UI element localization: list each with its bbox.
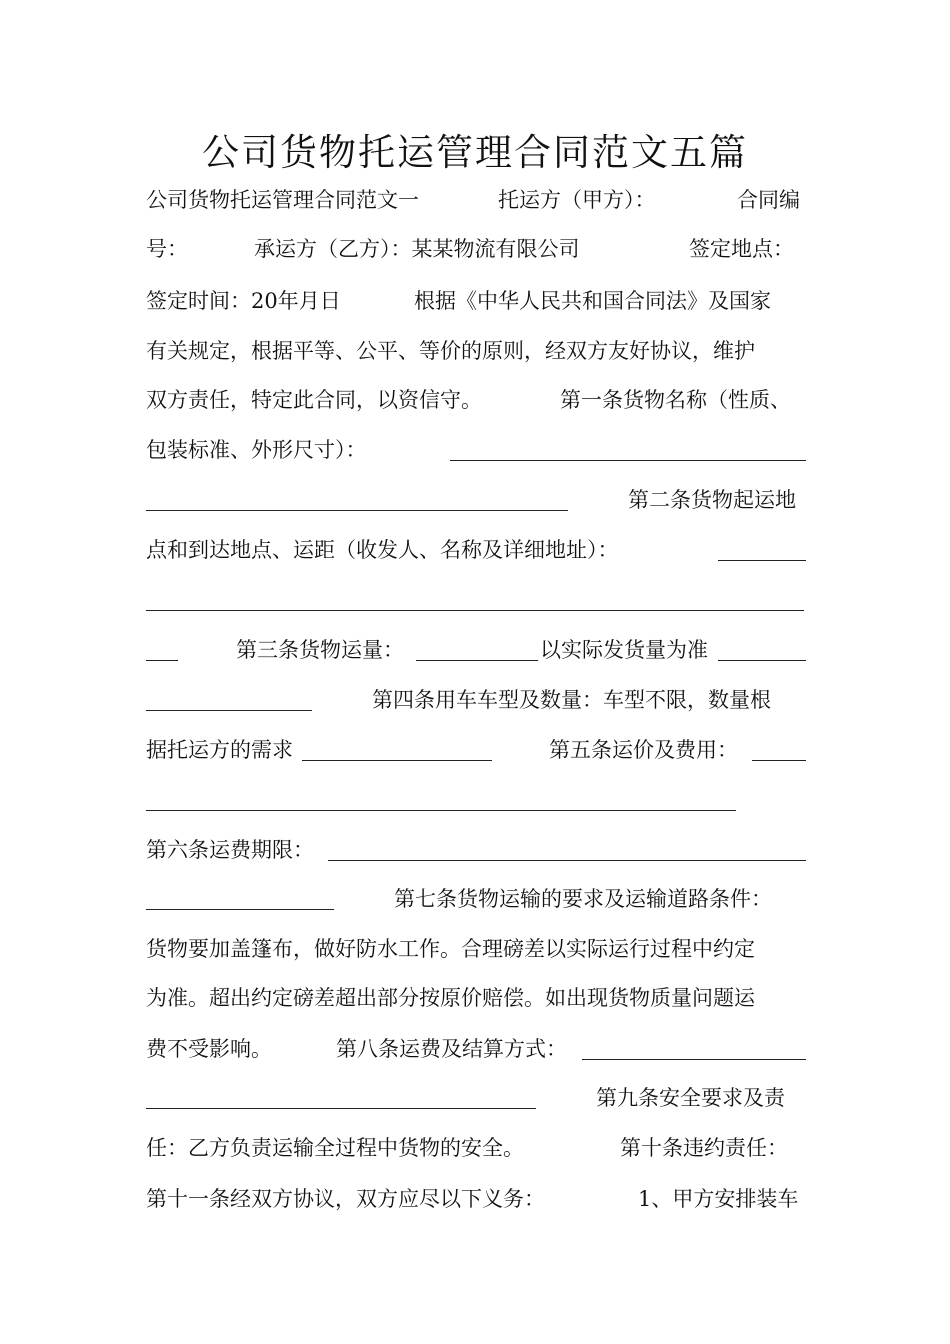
- text-segment: 第十条违约责任：: [620, 1136, 788, 1160]
- text-line-13: [146, 782, 806, 818]
- text-line-15: [146, 881, 806, 917]
- text-line-21: [146, 1181, 806, 1217]
- text-segment: 第五条运价及费用：: [549, 738, 738, 762]
- text-segment: 号：: [146, 237, 188, 261]
- text-line-20: [146, 1130, 806, 1166]
- text-line-11: [146, 682, 806, 718]
- text-segment: 第九条安全要求及责: [596, 1086, 785, 1110]
- fill-in-blank: [146, 510, 568, 511]
- text-segment: 合同编: [737, 188, 800, 212]
- text-segment: 第七条货物运输的要求及运输道路条件：: [394, 887, 772, 911]
- text-line-18: [146, 1031, 806, 1067]
- text-segment: 第一条货物名称（性质、: [560, 388, 791, 412]
- text-line-1: [146, 182, 806, 218]
- text-segment: 包装标准、外形尺寸）：: [146, 438, 367, 462]
- text-line-9: [146, 582, 806, 618]
- fill-in-blank: [416, 660, 538, 661]
- fill-in-blank: [718, 560, 806, 561]
- text-line-8: [146, 532, 806, 568]
- document-title: 公司货物托运管理合同范文五篇: [202, 131, 748, 174]
- text-segment: 双方责任，特定此合同，以资信守。: [146, 388, 482, 412]
- fill-in-blank: [582, 1059, 806, 1060]
- text-line-5: [146, 382, 806, 418]
- text-segment: 承运方（乙方）：某某物流有限公司: [254, 237, 580, 261]
- text-segment: 据托运方的需求: [146, 738, 293, 762]
- text-segment: 费不受影响。: [146, 1037, 272, 1061]
- text-segment: 以实际发货量为准: [540, 638, 708, 662]
- text-line-7: [146, 482, 806, 518]
- text-line-16: [146, 931, 806, 967]
- text-segment: 第四条用车车型及数量：车型不限，数量根: [372, 688, 771, 712]
- text-line-17: [146, 980, 806, 1016]
- text-segment: 第二条货物起运地: [628, 488, 796, 512]
- text-segment: 第十一条经双方协议，双方应尽以下义务：: [146, 1187, 545, 1211]
- text-segment: 第八条运费及结算方式：: [336, 1037, 567, 1061]
- text-line-12: [146, 732, 806, 768]
- fill-in-blank: [146, 610, 804, 611]
- text-line-4: [146, 333, 806, 369]
- text-segment: 货物要加盖篷布，做好防水工作。合理磅差以实际运行过程中约定: [146, 937, 755, 961]
- fill-in-blank: [752, 760, 806, 761]
- fill-in-blank: [146, 1108, 536, 1109]
- text-segment: 点和到达地点、运距（收发人、名称及详细地址）：: [146, 538, 619, 562]
- fill-in-blank: [718, 660, 806, 661]
- text-line-3: [146, 283, 806, 319]
- text-segment: 第三条货物运量：: [236, 638, 404, 662]
- text-segment: 1、甲方安排装车: [638, 1187, 799, 1211]
- text-line-6: [146, 432, 806, 468]
- text-line-14: [146, 832, 806, 868]
- text-segment: 公司货物托运管理合同范文一: [146, 188, 419, 212]
- text-line-10: [146, 632, 806, 668]
- text-line-19: [146, 1080, 806, 1116]
- fill-in-blank: [302, 760, 492, 761]
- text-line-2: [146, 231, 806, 267]
- text-segment: 托运方（甲方）：: [498, 188, 656, 212]
- text-segment: 签定时间：20年月日: [146, 289, 341, 313]
- text-segment: 任：乙方负责运输全过程中货物的安全。: [146, 1136, 524, 1160]
- fill-in-blank: [146, 660, 178, 661]
- text-segment: 第六条运费期限：: [146, 838, 314, 862]
- text-segment: 为准。超出约定磅差超出部分按原价赔偿。如出现货物质量问题运: [146, 986, 755, 1010]
- fill-in-blank: [146, 810, 736, 811]
- text-segment: 签定地点：: [689, 237, 794, 261]
- text-segment: 有关规定，根据平等、公平、等价的原则，经双方友好协议，维护: [146, 339, 755, 363]
- fill-in-blank: [146, 710, 312, 711]
- text-segment: 根据《中华人民共和国合同法》及国家: [414, 289, 771, 313]
- fill-in-blank: [146, 909, 334, 910]
- fill-in-blank: [450, 460, 806, 461]
- fill-in-blank: [328, 860, 806, 861]
